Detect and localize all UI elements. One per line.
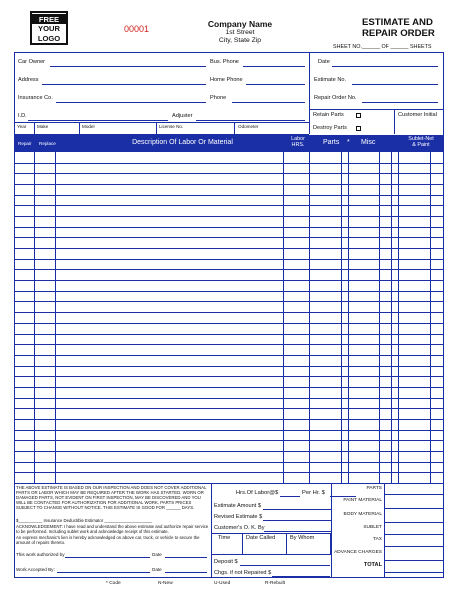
total-value-line[interactable] bbox=[384, 494, 444, 495]
total-value-line[interactable] bbox=[384, 572, 444, 573]
line-item-row[interactable] bbox=[14, 398, 444, 399]
company-street: 1st Street bbox=[225, 29, 255, 36]
repair-order-no-label: Repair Order No. bbox=[314, 95, 357, 101]
form-title bbox=[362, 17, 435, 39]
vehicle-row bbox=[14, 122, 309, 135]
total-label-tax: TAX bbox=[373, 537, 382, 543]
total-label-paint-material: PAINT MATERIAL bbox=[343, 498, 382, 504]
total-value-line[interactable] bbox=[384, 508, 444, 509]
deductible-line: $__________ Insurance Deductible Estimator ____________________ bbox=[16, 518, 153, 523]
total-label-advance-charges: ADVANCE CHARGES bbox=[334, 550, 382, 556]
col-parts: Parts bbox=[323, 139, 340, 146]
sheet-of-label: OF bbox=[381, 44, 389, 50]
line-item-row[interactable] bbox=[14, 408, 444, 409]
by-whom-label: By Whom bbox=[290, 535, 315, 541]
work-authorized-date-field[interactable] bbox=[165, 557, 207, 558]
customer-ok-label: Customer's O. K. By bbox=[214, 525, 265, 531]
line-item-row[interactable] bbox=[14, 355, 444, 356]
line-item-row[interactable] bbox=[14, 430, 444, 431]
total-value-line[interactable] bbox=[384, 546, 444, 547]
sheet-no-label: SHEET NO. bbox=[333, 44, 362, 50]
phone-label: Phone bbox=[210, 95, 227, 101]
line-item-row[interactable] bbox=[14, 419, 444, 420]
col-sublet: Sublet-Net & Paint bbox=[408, 136, 434, 148]
line-item-row[interactable] bbox=[14, 227, 444, 228]
line-item-row[interactable] bbox=[14, 387, 444, 388]
total-label-sublet: SUBLET bbox=[363, 525, 382, 531]
col-misc: Misc bbox=[361, 139, 376, 146]
line-item-row[interactable] bbox=[14, 237, 444, 238]
col-description: Description Of Labor Or Material bbox=[132, 139, 233, 146]
date-label: Date bbox=[318, 59, 330, 65]
line-items-grid bbox=[14, 152, 444, 483]
phone-field[interactable] bbox=[232, 102, 305, 103]
total-label-body-material: BODY MATERIAL bbox=[343, 512, 382, 518]
chgs-not-repaired-label: Chgs. if not Repaired $ bbox=[214, 570, 272, 576]
customer-initial-label: Customer Initial bbox=[398, 112, 437, 118]
license-label: License No. bbox=[159, 124, 184, 129]
col-repair: Repair bbox=[18, 141, 32, 146]
line-item-row[interactable] bbox=[14, 376, 444, 377]
legend-rebuilt: R-Rebuilt bbox=[265, 581, 285, 586]
call-log bbox=[211, 533, 331, 555]
total-value-line[interactable] bbox=[384, 534, 444, 535]
adjuster-field[interactable] bbox=[196, 120, 305, 121]
chgs-not-repaired-field[interactable] bbox=[272, 576, 330, 577]
year-label: Year bbox=[17, 124, 27, 129]
line-item-row[interactable] bbox=[14, 440, 444, 441]
col-replace: Replace bbox=[39, 141, 56, 146]
insurance-co-label: Insurance Co. bbox=[18, 95, 53, 101]
hrs-labor-label: Hrs.Of Labor@$ bbox=[236, 490, 279, 496]
estimate-disclaimer: THE ABOVE ESTIMATE IS BASED ON OUR INSPECTION AND DOES NOT COVER ADDITIONAL PARTS OR LABOR WHICH MAY BE REQUIRED AFTER THE WORK HAS STARTED. WORN OR DAMAGED PARTS, NOT EVIDENT ON FIRST INSPECTION, MAY BE DISCOVERED AND YOU WILL BE CONTACTED FOR AUTHORIZATION FOR ADDITIONAL WORK. PARTS PRICES SUBJECT TO CHANGE WITHOUT NOTICE. THIS ESTIMATE IS GOOD FOR ______ DAYS. bbox=[16, 485, 207, 510]
make-label: Make bbox=[37, 124, 49, 129]
estimate-amount-label: Estimate Amount $ bbox=[214, 503, 261, 509]
work-authorized-label: This work authorized by bbox=[16, 552, 65, 557]
revised-estimate-field[interactable] bbox=[263, 520, 331, 521]
estimate-no-label: Estimate No. bbox=[314, 77, 347, 83]
company-name: Company Name bbox=[207, 19, 273, 29]
id-label: I.D. bbox=[18, 113, 27, 119]
line-item-row[interactable] bbox=[14, 205, 444, 206]
logo-line2: YOUR bbox=[32, 24, 66, 33]
odometer-label: Odometer bbox=[238, 124, 259, 129]
total-label-parts: PARTS bbox=[366, 485, 382, 491]
work-accepted-field[interactable] bbox=[57, 572, 150, 573]
work-accepted-label: Work Accepted By: bbox=[16, 567, 55, 572]
logo-line1: FREE bbox=[38, 15, 60, 24]
line-item-row[interactable] bbox=[14, 334, 444, 335]
logo bbox=[30, 11, 68, 45]
model-label: Model bbox=[82, 124, 95, 129]
sheet-numbering: SHEET NO.______ OF ______ SHEETS bbox=[333, 44, 432, 50]
date-field[interactable] bbox=[332, 66, 438, 67]
repair-order-no-field[interactable] bbox=[362, 102, 438, 103]
line-item-row[interactable] bbox=[14, 163, 444, 164]
top-divider bbox=[309, 52, 310, 134]
work-accepted-date-label: Date bbox=[152, 567, 162, 572]
line-item-row[interactable] bbox=[14, 173, 444, 174]
retain-parts-label: Retain Parts bbox=[313, 112, 344, 118]
line-item-row[interactable] bbox=[14, 269, 444, 270]
work-authorized-field[interactable] bbox=[65, 557, 150, 558]
lien-text: An express mechanic's lien is hereby acknowledged on above car, truck, or vehicle to secure the amount of repairs thereto. bbox=[16, 535, 200, 545]
car-owner-field[interactable] bbox=[50, 66, 206, 67]
line-item-row[interactable] bbox=[14, 280, 444, 281]
date-called-label: Date Called bbox=[246, 535, 276, 541]
form-number: 00001 bbox=[124, 24, 150, 34]
line-item-row[interactable] bbox=[14, 195, 444, 196]
line-item-row[interactable] bbox=[14, 216, 444, 217]
line-item-row[interactable] bbox=[14, 248, 444, 249]
destroy-parts-checkbox[interactable] bbox=[356, 126, 361, 131]
car-owner-label: Car Owner bbox=[18, 59, 46, 65]
adjuster-label: Adjuster bbox=[172, 113, 193, 119]
bus-phone-field[interactable] bbox=[243, 66, 305, 67]
company-city: City, State Zip bbox=[218, 37, 262, 44]
destroy-parts-label: Destroy Parts bbox=[313, 125, 347, 131]
home-phone-field[interactable] bbox=[246, 84, 305, 85]
line-item-row[interactable] bbox=[14, 184, 444, 185]
revised-estimate-label: Revised Estimate $ bbox=[214, 514, 263, 520]
work-authorized-date-label: Date bbox=[152, 552, 162, 557]
line-item-row[interactable] bbox=[14, 259, 444, 260]
line-item-row[interactable] bbox=[14, 366, 444, 367]
deposit-field[interactable] bbox=[240, 565, 330, 566]
line-item-row[interactable] bbox=[14, 472, 444, 473]
line-item-row[interactable] bbox=[14, 344, 444, 345]
totals-column bbox=[331, 483, 444, 578]
line-item-row[interactable] bbox=[14, 462, 444, 463]
per-hr-label: Per Hr. $ bbox=[302, 490, 325, 496]
total-value-line[interactable] bbox=[384, 560, 444, 561]
time-label: Time bbox=[218, 535, 231, 541]
legend-new: N-New bbox=[158, 581, 173, 586]
address-label: Address bbox=[18, 77, 39, 83]
legend-code: * Code bbox=[106, 581, 121, 586]
work-accepted-date-field[interactable] bbox=[165, 572, 207, 573]
line-item-row[interactable] bbox=[14, 291, 444, 292]
line-item-row[interactable] bbox=[14, 301, 444, 302]
labor-rate-field[interactable] bbox=[280, 496, 300, 497]
line-item-row[interactable] bbox=[14, 323, 444, 324]
estimate-amount-field[interactable] bbox=[263, 509, 331, 510]
col-labor: Labor HRS. bbox=[291, 136, 305, 148]
deposit-label: Deposit $ bbox=[214, 559, 238, 565]
columns-header bbox=[14, 135, 444, 152]
customer-ok-field[interactable] bbox=[264, 531, 331, 532]
form-title-line1: ESTIMATE AND bbox=[362, 17, 433, 28]
home-phone-label: Home Phone bbox=[210, 77, 243, 83]
acknowledgement-text: ACKNOWLEDGEMENT: I have read and understand the above estimate and authorize repair service to be performed. Including sublet work and acknowledge receipt of this estimate. bbox=[16, 524, 209, 534]
line-item-row[interactable] bbox=[14, 451, 444, 452]
retain-parts-checkbox[interactable] bbox=[356, 113, 361, 118]
insurance-co-field[interactable] bbox=[56, 102, 206, 103]
estimate-no-field[interactable] bbox=[352, 84, 438, 85]
address-field[interactable] bbox=[42, 84, 206, 85]
legend-used: U-Used bbox=[214, 581, 231, 586]
col-parts-code: * bbox=[347, 139, 350, 146]
logo-line3: LOGO bbox=[32, 34, 66, 43]
sheets-label: SHEETS bbox=[409, 44, 432, 50]
total-value-line[interactable] bbox=[384, 522, 444, 523]
total-label-total: TOTAL bbox=[363, 562, 382, 569]
bus-phone-label: Bus. Phone bbox=[210, 59, 239, 65]
line-item-row[interactable] bbox=[14, 312, 444, 313]
company-block bbox=[180, 19, 300, 45]
id-field[interactable] bbox=[28, 120, 168, 121]
form-title-line2: REPAIR ORDER bbox=[362, 28, 435, 39]
